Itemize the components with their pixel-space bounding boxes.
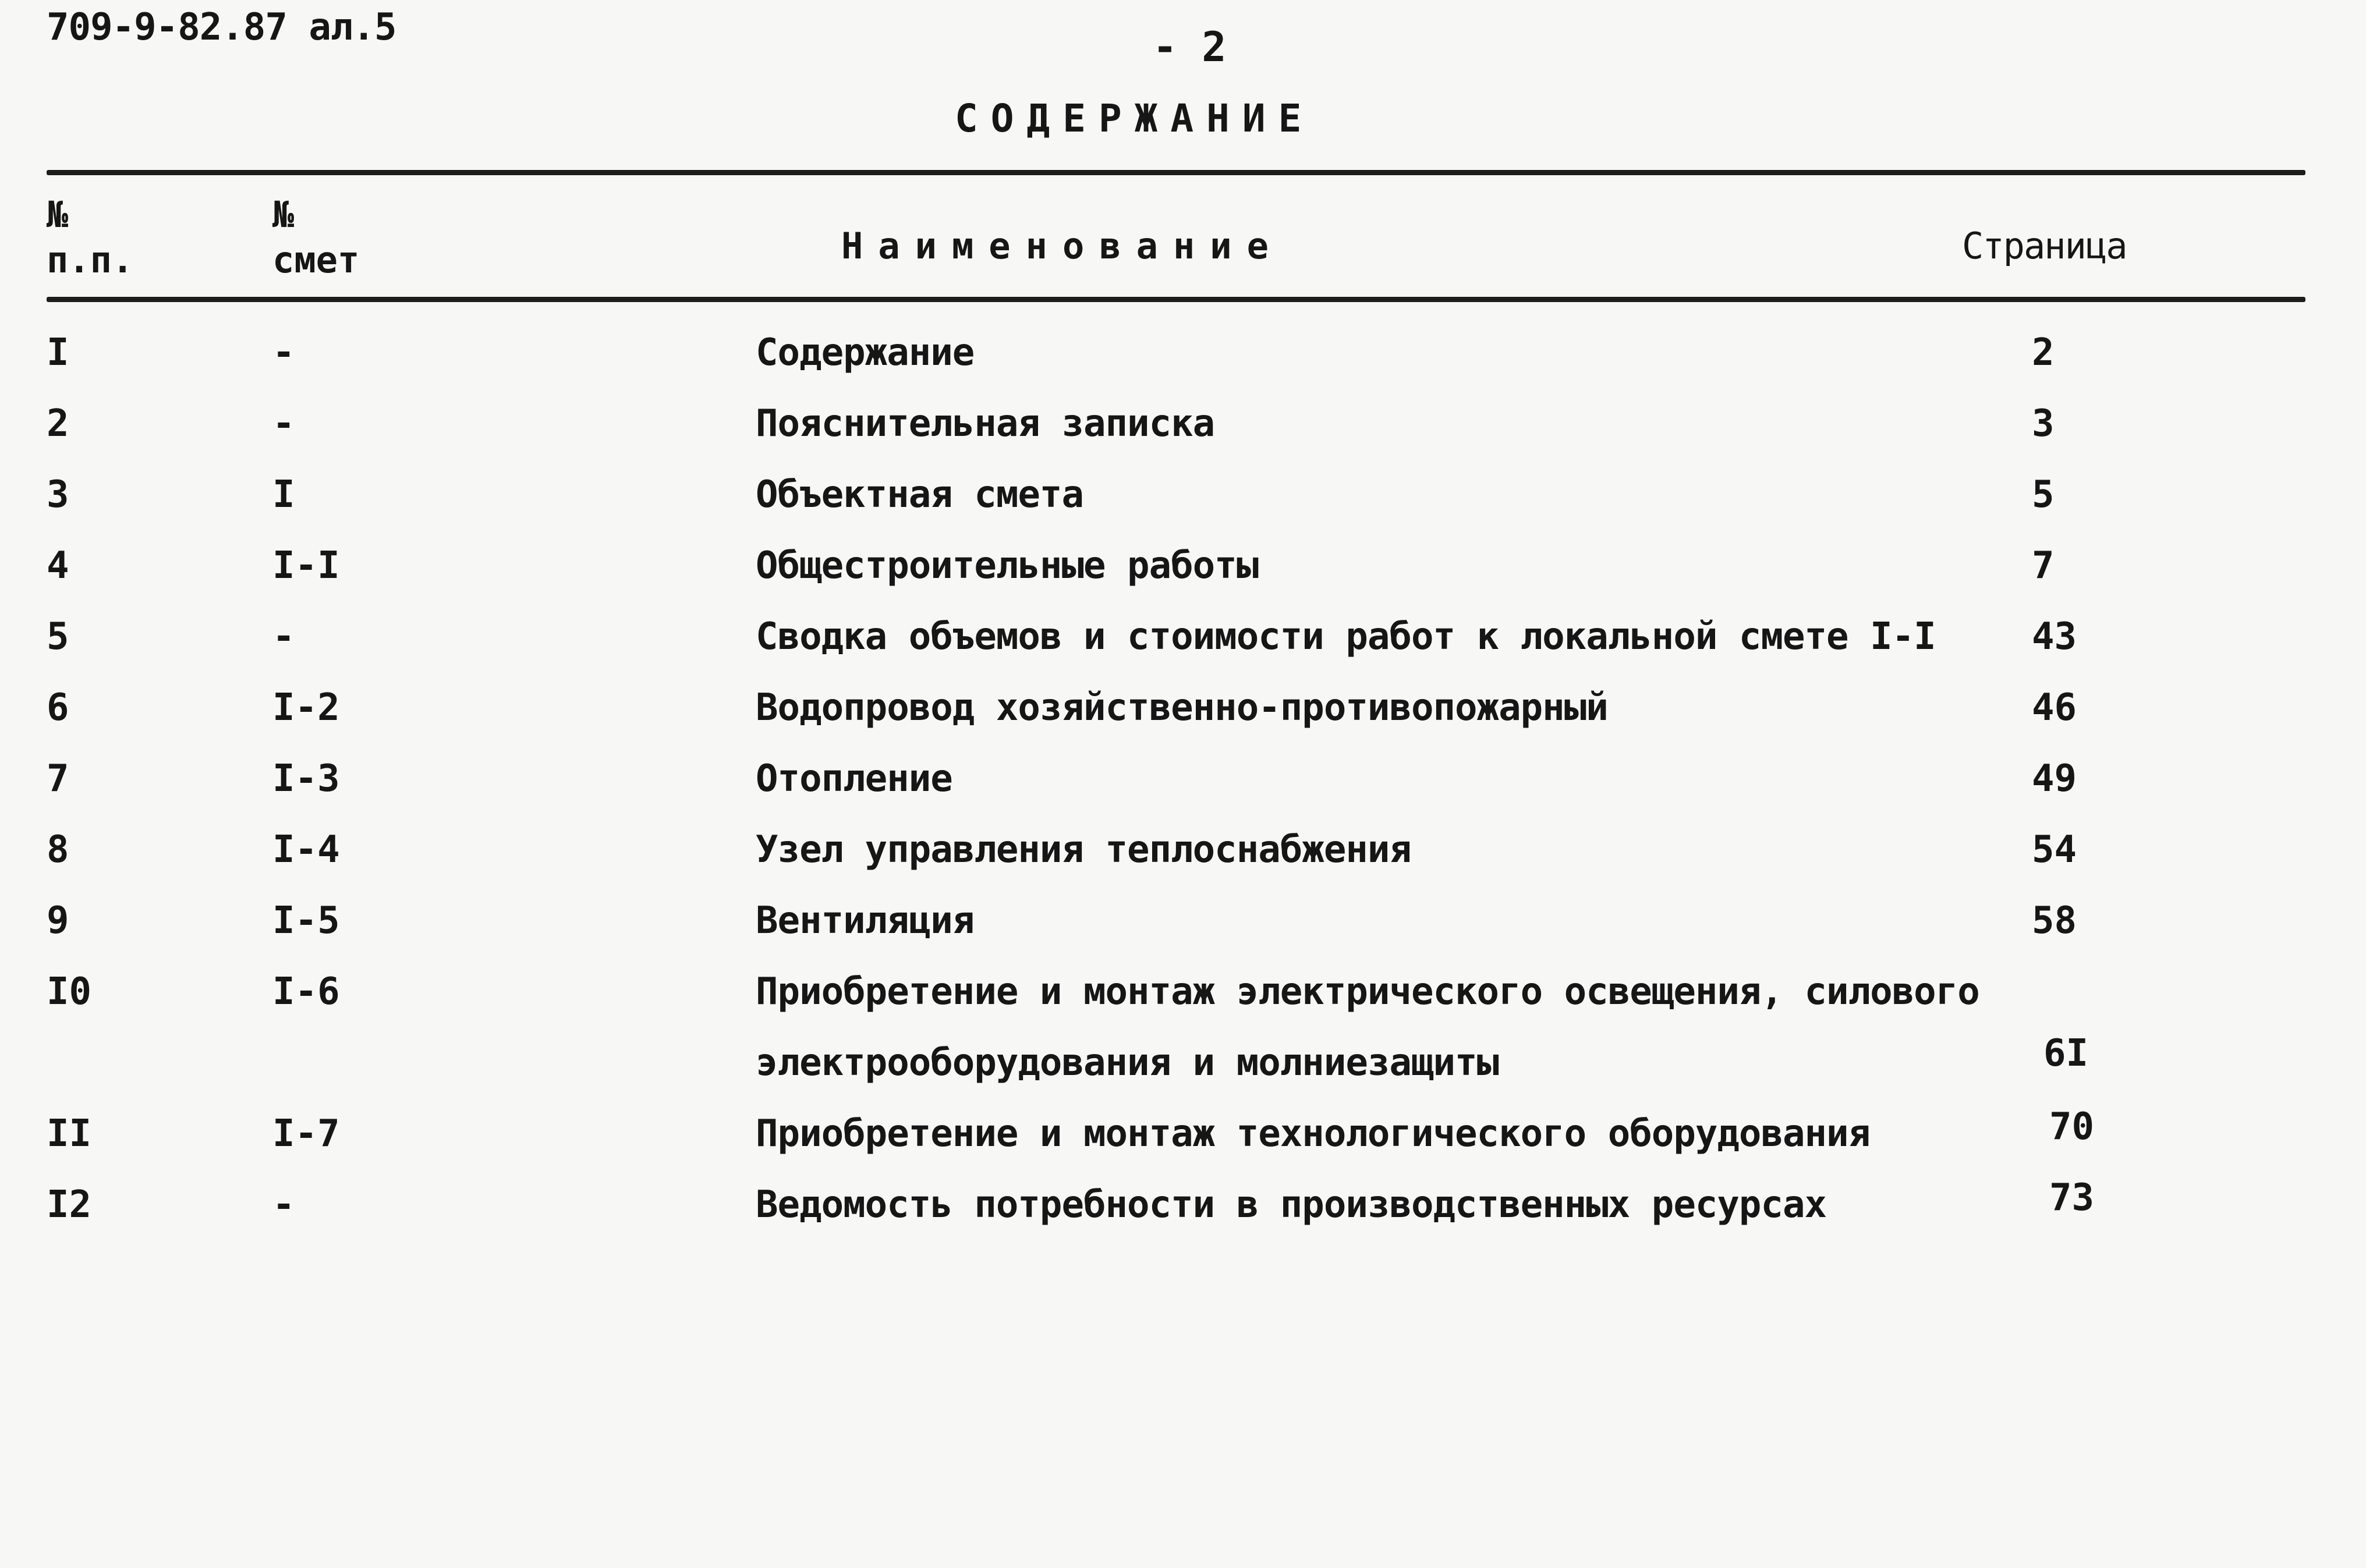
- row-estimate: I-5: [272, 899, 340, 942]
- row-estimate: I: [272, 473, 295, 516]
- table-row: [0, 814, 2366, 885]
- row-number: 5: [47, 615, 69, 658]
- row-estimate: -: [272, 402, 295, 445]
- row-page: 6I: [2043, 1032, 2089, 1075]
- row-estimate: I-2: [272, 686, 340, 729]
- table-row: [0, 1098, 2366, 1169]
- table-row: [0, 530, 2366, 601]
- row-name: Приобретение и монтаж технологического оборудования: [756, 1112, 1871, 1155]
- table-row: [0, 743, 2366, 814]
- row-page: 46: [2032, 686, 2077, 729]
- column-header-page: Страница: [1962, 225, 2127, 267]
- row-estimate: I-7: [272, 1112, 340, 1155]
- row-number: 4: [47, 544, 69, 587]
- row-name: Общестроительные работы: [756, 544, 1259, 587]
- row-page: 49: [2032, 757, 2077, 800]
- row-page: 58: [2032, 899, 2077, 942]
- row-page: 70: [2049, 1105, 2095, 1148]
- row-number: 8: [47, 828, 69, 871]
- row-name: Водопровод хозяйственно-противопожарный: [756, 686, 1608, 729]
- row-number: 6: [47, 686, 69, 729]
- column-header-number: [47, 192, 133, 283]
- row-estimate: I-4: [272, 828, 340, 871]
- row-estimate: -: [272, 1183, 295, 1226]
- row-name: Содержание: [756, 331, 975, 374]
- row-name: Сводка объемов и стоимости работ к локальной смете I-I: [756, 615, 1936, 658]
- table-row: [0, 459, 2366, 530]
- table-row: [0, 1169, 2366, 1240]
- row-estimate: -: [272, 331, 295, 374]
- column-header-number-text: № п.п.: [47, 193, 134, 281]
- column-header-name: Наименование: [841, 225, 1284, 267]
- row-estimate: I-I: [272, 544, 340, 587]
- row-name-continuation: электрооборудования и молниезащиты: [756, 1041, 1499, 1084]
- table-top-rule: [47, 170, 2305, 175]
- column-header-estimate-text: № смет: [272, 193, 360, 281]
- document-code: 709-9-82.87 ал.5: [47, 6, 396, 49]
- row-estimate: -: [272, 615, 295, 658]
- row-number: 7: [47, 757, 69, 800]
- document-title: СОДЕРЖАНИЕ: [955, 96, 1315, 141]
- row-name: Вентиляция: [756, 899, 975, 942]
- row-name: Объектная смета: [756, 473, 1083, 516]
- table-row: [0, 956, 2366, 1098]
- row-number: 2: [47, 402, 69, 445]
- page-number: - 2: [1153, 23, 1227, 71]
- row-page: 5: [2032, 473, 2055, 516]
- row-page: 73: [2049, 1176, 2095, 1219]
- table-row: [0, 885, 2366, 956]
- row-page: 54: [2032, 828, 2077, 871]
- table-row: [0, 672, 2366, 743]
- row-name: Ведомость потребности в производственных ресурсах: [756, 1183, 1827, 1226]
- row-name: Отопление: [756, 757, 952, 800]
- column-header-estimate: [272, 192, 359, 283]
- row-number: I2: [47, 1183, 92, 1226]
- table-header-rule: [47, 297, 2305, 302]
- row-page: 7: [2032, 544, 2055, 587]
- row-name: Пояснительная записка: [756, 402, 1215, 445]
- row-name: Узел управления теплоснабжения: [756, 828, 1411, 871]
- table-row: [0, 601, 2366, 672]
- row-number: 3: [47, 473, 69, 516]
- row-estimate: I-6: [272, 970, 340, 1013]
- row-number: II: [47, 1112, 92, 1155]
- row-page: 3: [2032, 402, 2055, 445]
- row-number: 9: [47, 899, 69, 942]
- row-number: I: [47, 331, 69, 374]
- table-row: [0, 317, 2366, 388]
- table-row: [0, 388, 2366, 459]
- row-page: 43: [2032, 615, 2077, 658]
- row-estimate: I-3: [272, 757, 340, 800]
- row-name: Приобретение и монтаж электрического освещения, силового: [756, 970, 1979, 1013]
- row-number: I0: [47, 970, 92, 1013]
- row-page: 2: [2032, 331, 2055, 374]
